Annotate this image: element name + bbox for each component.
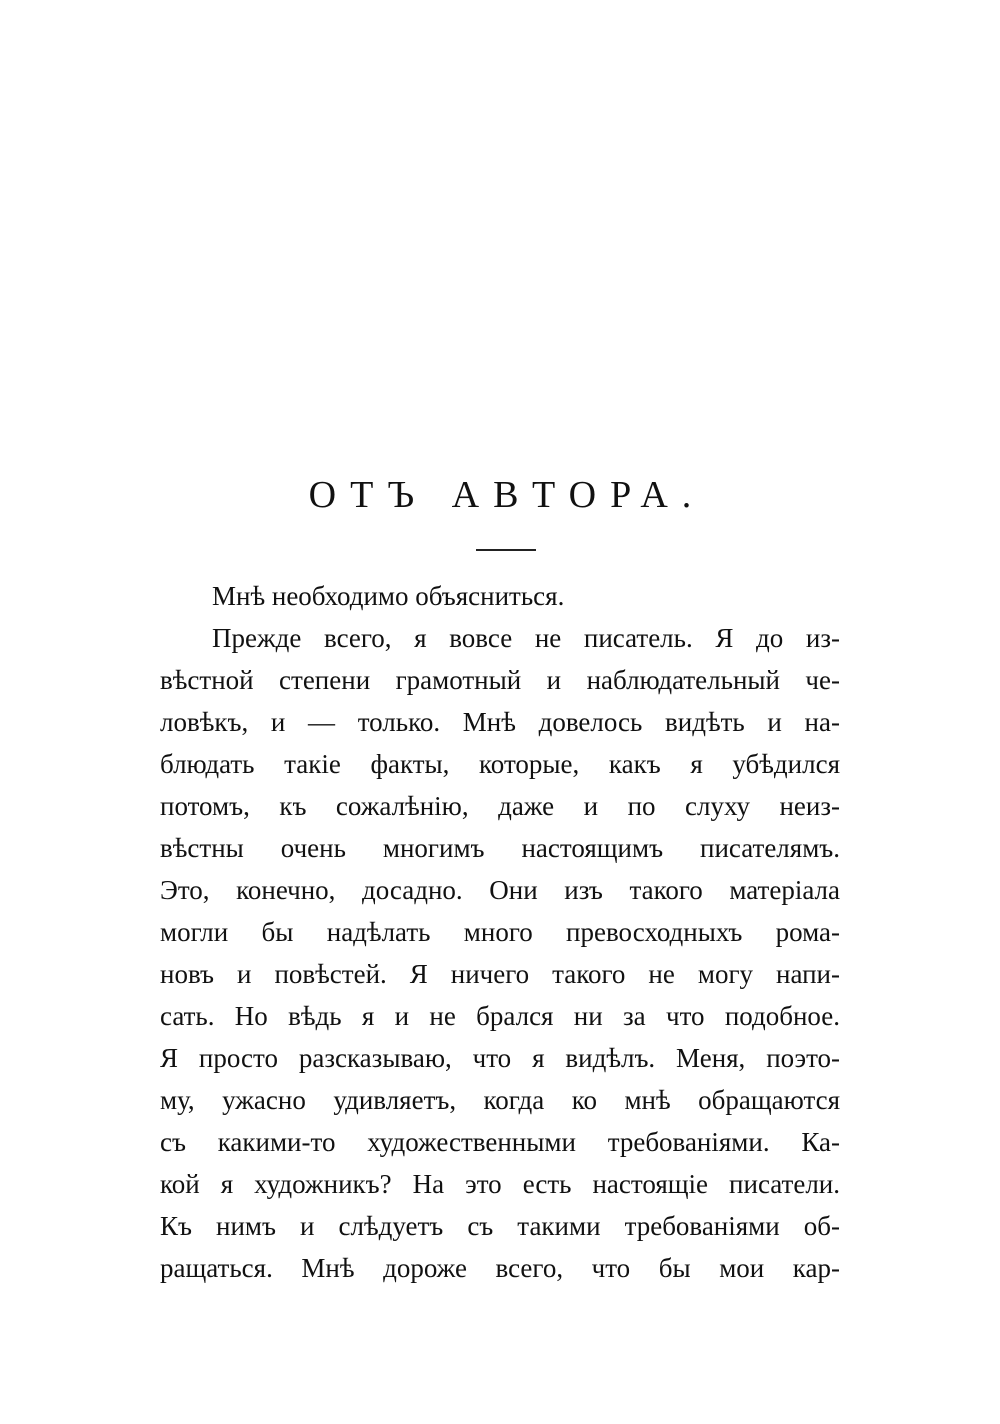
text-line: блюдать такіе факты, которые, какъ я убѣдился <box>160 749 840 779</box>
text-line: вѣстной степени грамотный и наблюдательный че- <box>160 665 840 695</box>
text-line: могли бы надѣлать много превосходныхъ рома- <box>160 917 840 947</box>
title-divider <box>476 549 536 551</box>
text-line: ловѣкъ, и — только. Мнѣ довелось видѣть и на- <box>160 707 840 737</box>
text-line: вѣстны очень многимъ настоящимъ писателямъ. <box>160 833 840 863</box>
text-line: новъ и повѣстей. Я ничего такого не могу напи- <box>160 959 840 989</box>
chapter-title: ОТЪ АВТОРА. <box>308 474 706 516</box>
text-line: кой я художникъ? На это есть настоящіе писатели. <box>160 1169 840 1199</box>
text-line: Я просто разсказываю, что я видѣлъ. Меня, поэто- <box>160 1043 840 1073</box>
text-line: Къ нимъ и слѣдуетъ съ такими требованіями об- <box>160 1211 840 1241</box>
text-line: съ какими-то художественными требованіями. Ка- <box>160 1127 840 1157</box>
text-line: сать. Но вѣдь я и не брался ни за что подобное. <box>160 1001 840 1031</box>
text-line: му, ужасно удивляетъ, когда ко мнѣ обращаются <box>160 1085 840 1115</box>
body-text <box>160 575 840 1289</box>
text-line: ращаться. Мнѣ дороже всего, что бы мои кар- <box>160 1253 840 1283</box>
text-line: Это, конечно, досадно. Они изъ такого матеріала <box>160 875 840 905</box>
text-line: Мнѣ необходимо объясниться. <box>212 581 565 611</box>
text-line: Прежде всего, я вовсе не писатель. Я до из- <box>212 623 840 653</box>
text-line: потомъ, къ сожалѣнію, даже и по слуху неиз- <box>160 791 840 821</box>
